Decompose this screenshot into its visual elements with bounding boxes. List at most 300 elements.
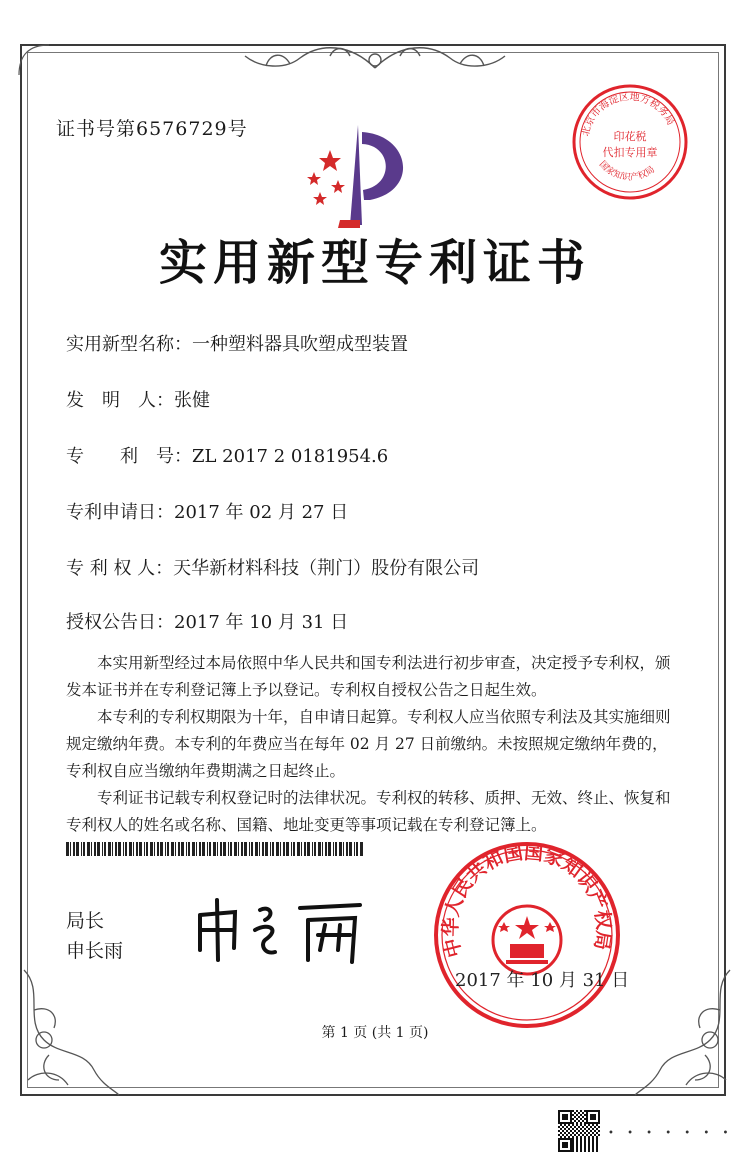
patent-office-logo xyxy=(300,120,430,230)
barcode-bar xyxy=(272,842,274,856)
qr-module xyxy=(586,1116,588,1118)
barcode-bar xyxy=(160,842,163,856)
qr-module xyxy=(560,1122,562,1124)
qr-module xyxy=(584,1142,586,1144)
barcode-bar xyxy=(230,842,232,856)
qr-module xyxy=(592,1114,594,1116)
qr-module xyxy=(564,1138,566,1140)
barcode-bar xyxy=(349,842,352,856)
qr-module xyxy=(570,1122,572,1124)
body-paragraph: 专利证书记载专利权登记时的法律状况。专利权的转移、质押、无效、终止、恢复和专利权人的姓名或名称、国籍、地址变更等事项记载在专利登记簿上。 xyxy=(66,789,671,834)
qr-module xyxy=(558,1116,560,1118)
qr-module xyxy=(572,1114,574,1116)
qr-module xyxy=(568,1132,570,1134)
field-patent-number xyxy=(66,442,388,468)
barcode-bar xyxy=(255,842,258,856)
top-left-corner-ornament xyxy=(14,40,54,80)
qr-module xyxy=(564,1144,566,1146)
qr-module xyxy=(564,1150,566,1152)
qr-module xyxy=(564,1122,566,1124)
qr-module xyxy=(562,1134,564,1136)
qr-module xyxy=(592,1132,594,1134)
qr-module xyxy=(566,1122,568,1124)
qr-module xyxy=(576,1124,578,1126)
qr-module xyxy=(574,1130,576,1132)
barcode-bar xyxy=(286,842,289,856)
qr-module xyxy=(576,1114,578,1116)
qr-module xyxy=(586,1118,588,1120)
qr-module xyxy=(574,1120,576,1122)
qr-module xyxy=(580,1138,582,1140)
qr-module xyxy=(558,1146,560,1148)
qr-module xyxy=(566,1126,568,1128)
qr-module xyxy=(560,1136,562,1138)
qr-module xyxy=(584,1136,586,1138)
qr-module xyxy=(592,1140,594,1142)
barcode-bar xyxy=(304,842,306,856)
qr-module xyxy=(566,1110,568,1112)
qr-module xyxy=(558,1138,560,1140)
field-grant-date xyxy=(66,608,348,634)
qr-module xyxy=(566,1144,568,1146)
qr-module xyxy=(566,1138,568,1140)
barcode-bar xyxy=(241,842,243,856)
stamp-duty-seal xyxy=(570,82,690,202)
qr-module xyxy=(590,1134,592,1136)
qr-module xyxy=(570,1114,572,1116)
qr-module xyxy=(572,1132,574,1134)
qr-module xyxy=(596,1122,598,1124)
barcode-bar xyxy=(335,842,337,856)
qr-module xyxy=(582,1126,584,1128)
qr-module xyxy=(572,1150,574,1152)
qr-module xyxy=(596,1110,598,1112)
qr-module xyxy=(598,1122,600,1124)
qr-module xyxy=(566,1130,568,1132)
qr-module xyxy=(590,1114,592,1116)
qr-module xyxy=(574,1116,576,1118)
qr-module xyxy=(560,1138,562,1140)
qr-module xyxy=(588,1110,590,1112)
dotted-line: • • • • • • • xyxy=(608,1128,734,1139)
qr-module xyxy=(576,1146,578,1148)
qr-module xyxy=(580,1124,582,1126)
qr-module xyxy=(592,1142,594,1144)
qr-module xyxy=(594,1110,596,1112)
qr-module xyxy=(580,1142,582,1144)
qr-module xyxy=(574,1112,576,1114)
qr-module xyxy=(568,1122,570,1124)
qr-module xyxy=(580,1136,582,1138)
qr-module xyxy=(586,1114,588,1116)
qr-module xyxy=(598,1118,600,1120)
qr-module xyxy=(568,1150,570,1152)
qr-module xyxy=(562,1126,564,1128)
field-value: 张健 xyxy=(174,390,210,411)
barcode-bar xyxy=(234,842,237,856)
qr-module xyxy=(580,1118,582,1120)
barcode-bar xyxy=(318,842,321,856)
barcode-bar xyxy=(293,842,295,856)
barcode-bar xyxy=(76,842,79,856)
barcode-bar xyxy=(301,842,302,856)
qr-module xyxy=(576,1142,578,1144)
qr-module xyxy=(576,1132,578,1134)
qr-module xyxy=(564,1132,566,1134)
qr-module xyxy=(564,1142,566,1144)
qr-module xyxy=(562,1130,564,1132)
barcode-bar xyxy=(207,842,208,856)
qr-module xyxy=(570,1146,572,1148)
page-number: 第 1 页 (共 1 页) xyxy=(321,1025,429,1041)
qr-module xyxy=(586,1112,588,1114)
barcode-bar xyxy=(220,842,222,856)
qr-module xyxy=(570,1130,572,1132)
qr-module xyxy=(594,1126,596,1128)
qr-module xyxy=(572,1124,574,1126)
certificate-title: 实用新型专利证书 xyxy=(158,235,591,291)
barcode-bar xyxy=(297,842,300,856)
qr-module xyxy=(580,1122,582,1124)
qr-module xyxy=(576,1138,578,1140)
barcode-bar xyxy=(196,842,197,856)
qr-module xyxy=(572,1146,574,1148)
qr-module xyxy=(580,1148,582,1150)
field-label: 实用新型名称： xyxy=(66,334,192,355)
barcode-bar xyxy=(244,842,247,856)
barcode-bar xyxy=(175,842,176,856)
barcode-bar xyxy=(102,842,103,856)
qr-module xyxy=(592,1124,594,1126)
qr-module xyxy=(574,1126,576,1128)
qr-module xyxy=(562,1146,564,1148)
barcode-bar xyxy=(251,842,253,856)
field-value: 一种塑料器具吹塑成型装置 xyxy=(192,334,408,355)
barcode-bar xyxy=(94,842,96,856)
signatory-title: 局长 xyxy=(66,910,105,932)
qr-module xyxy=(576,1122,578,1124)
barcode-bar xyxy=(83,842,85,856)
qr-module xyxy=(566,1116,568,1118)
barcode-bar xyxy=(129,842,132,856)
qr-module xyxy=(594,1122,596,1124)
qr-module xyxy=(564,1114,566,1116)
barcode-bar xyxy=(87,842,90,856)
signatory-name: 申长雨 xyxy=(66,940,124,962)
qr-module xyxy=(584,1128,586,1130)
qr-module xyxy=(586,1130,588,1132)
qr-module xyxy=(566,1114,568,1116)
qr-module xyxy=(592,1148,594,1150)
barcode-bar xyxy=(333,842,334,856)
qr-module xyxy=(596,1144,598,1146)
qr-module xyxy=(588,1138,590,1140)
qr-module xyxy=(568,1136,570,1138)
qr-module xyxy=(568,1138,570,1140)
qr-module xyxy=(572,1144,574,1146)
barcode-bar xyxy=(123,842,124,856)
qr-module xyxy=(580,1132,582,1134)
barcode-bar xyxy=(118,842,121,856)
barcode-bar xyxy=(314,842,316,856)
qr-module xyxy=(570,1140,572,1142)
barcode-bar xyxy=(343,842,344,856)
qr-module xyxy=(598,1126,600,1128)
barcode-bar xyxy=(259,842,260,856)
field-value: ZL 2017 2 0181954.6 xyxy=(192,446,389,467)
qr-module xyxy=(558,1140,560,1142)
qr-module xyxy=(562,1144,564,1146)
qr-module xyxy=(590,1122,592,1124)
qr-module xyxy=(580,1110,582,1112)
qr-module xyxy=(594,1134,596,1136)
qr-module xyxy=(592,1138,594,1140)
barcode-bar xyxy=(144,842,145,856)
qr-module xyxy=(584,1124,586,1126)
svg-text:中华人民共和国国家知识产权局 xyxy=(439,842,616,960)
qr-module xyxy=(588,1128,590,1130)
barcode-bar xyxy=(165,842,166,856)
field-value: 2017 年 02 月 27 日 xyxy=(174,502,349,523)
qr-module xyxy=(570,1148,572,1150)
qr-module xyxy=(592,1128,594,1130)
field-label: 专 利 号： xyxy=(66,446,192,467)
qr-module xyxy=(596,1146,598,1148)
barcode-bar xyxy=(223,842,226,856)
qr-module xyxy=(576,1128,578,1130)
qr-module xyxy=(596,1150,598,1152)
qr-module xyxy=(558,1112,560,1114)
certificate-body xyxy=(66,650,676,839)
qr-module xyxy=(588,1124,590,1126)
qr-module xyxy=(572,1142,574,1144)
qr-module xyxy=(570,1116,572,1118)
qr-module xyxy=(570,1112,572,1114)
barcode-bar xyxy=(133,842,134,856)
barcode-bar xyxy=(346,842,348,856)
qr-module xyxy=(582,1130,584,1132)
qr-module xyxy=(584,1150,586,1152)
qr-module xyxy=(596,1132,598,1134)
qr-module xyxy=(592,1150,594,1152)
qr-module xyxy=(590,1126,592,1128)
qr-module xyxy=(588,1150,590,1152)
barcode-bar xyxy=(139,842,142,856)
barcode-bar xyxy=(157,842,159,856)
qr-module xyxy=(564,1118,566,1120)
qr-module xyxy=(586,1110,588,1112)
qr-module xyxy=(596,1142,598,1144)
qr-module xyxy=(584,1118,586,1120)
handwritten-signature xyxy=(190,880,370,970)
barcode-bar xyxy=(104,842,106,856)
field-value: 天华新材料科技（荆门）股份有限公司 xyxy=(173,558,480,579)
small-seal-line1: 印花税 xyxy=(613,130,647,143)
qr-module xyxy=(586,1120,588,1122)
barcode-bar xyxy=(354,842,355,856)
barcode-bar xyxy=(238,842,239,856)
national-emblem-icon xyxy=(493,906,561,974)
qr-module xyxy=(576,1118,578,1120)
barcode-bar xyxy=(360,842,363,856)
qr-module xyxy=(598,1120,600,1122)
qr-module xyxy=(588,1132,590,1134)
qr-module xyxy=(584,1122,586,1124)
barcode-bar xyxy=(66,842,69,856)
qr-module xyxy=(596,1136,598,1138)
qr-module xyxy=(572,1122,574,1124)
barcode-bar xyxy=(217,842,218,856)
barcode-bar xyxy=(328,842,331,856)
field-patentee xyxy=(66,554,479,580)
small-seal-ring-text: 北京市海淀区地方税务局 xyxy=(580,91,677,138)
barcode-bar xyxy=(228,842,229,856)
barcode-bar xyxy=(209,842,211,856)
qr-module xyxy=(558,1126,560,1128)
barcode-bar xyxy=(186,842,187,856)
qr-module xyxy=(564,1146,566,1148)
qr-module xyxy=(588,1122,590,1124)
field-label: 发 明 人： xyxy=(66,390,174,411)
qr-module xyxy=(596,1124,598,1126)
qr-module xyxy=(586,1134,588,1136)
barcode-bar xyxy=(81,842,82,856)
body-paragraph: 本实用新型经过本局依照中华人民共和国专利法进行初步审查，决定授予专利权，颁发本证书并在专利登记簿上予以登记。专利权自授权公告之日起生效。 xyxy=(66,654,671,699)
qr-module xyxy=(576,1136,578,1138)
barcode-bar xyxy=(276,842,279,856)
qr-module xyxy=(558,1148,560,1150)
barcode-bar xyxy=(202,842,205,856)
barcode-bar xyxy=(73,842,75,856)
qr-module xyxy=(560,1110,562,1112)
qr-module xyxy=(560,1128,562,1130)
qr-module xyxy=(590,1116,592,1118)
qr-module xyxy=(562,1118,564,1120)
barcode-bar xyxy=(199,842,201,856)
qr-module xyxy=(594,1130,596,1132)
qr-module xyxy=(560,1150,562,1152)
qr-module xyxy=(558,1144,560,1146)
qr-module xyxy=(588,1136,590,1138)
qr-module xyxy=(592,1146,594,1148)
barcode-bar xyxy=(339,842,342,856)
qr-module xyxy=(580,1150,582,1152)
barcode-bar xyxy=(325,842,327,856)
qr-module xyxy=(594,1116,596,1118)
qr-module xyxy=(598,1130,600,1132)
barcode-bar xyxy=(265,842,268,856)
qr-module xyxy=(558,1134,560,1136)
qr-module xyxy=(570,1126,572,1128)
qr-module xyxy=(592,1144,594,1146)
qr-module xyxy=(598,1116,600,1118)
qr-module xyxy=(572,1128,574,1130)
qr-module xyxy=(570,1120,572,1122)
qr-module xyxy=(580,1128,582,1130)
qr-module xyxy=(592,1118,594,1120)
barcode-bar xyxy=(181,842,184,856)
barcode-bar xyxy=(108,842,111,856)
qr-module xyxy=(582,1112,584,1114)
qr-module xyxy=(558,1150,560,1152)
qr-module xyxy=(578,1112,580,1114)
qr-module xyxy=(584,1138,586,1140)
qr-module xyxy=(558,1114,560,1116)
qr-module xyxy=(570,1118,572,1120)
qr-module xyxy=(594,1118,596,1120)
barcode-bar xyxy=(192,842,195,856)
qr-module xyxy=(582,1134,584,1136)
qr-module xyxy=(588,1146,590,1148)
barcode-bar xyxy=(262,842,264,856)
qr-module xyxy=(594,1114,596,1116)
qr-module xyxy=(582,1116,584,1118)
barcode-bar xyxy=(146,842,148,856)
qr-module xyxy=(576,1150,578,1152)
qr-module xyxy=(558,1120,560,1122)
field-inventor xyxy=(66,386,210,412)
qr-module xyxy=(578,1134,580,1136)
qr-module xyxy=(570,1150,572,1152)
qr-module xyxy=(568,1128,570,1130)
qr-module xyxy=(562,1142,564,1144)
qr-module xyxy=(570,1144,572,1146)
qr-module xyxy=(558,1118,560,1120)
qr-module xyxy=(562,1138,564,1140)
qr-module xyxy=(574,1134,576,1136)
barcode-bar xyxy=(188,842,190,856)
barcode-bar xyxy=(213,842,216,856)
qr-module xyxy=(598,1134,600,1136)
barcode-bar xyxy=(291,842,292,856)
qr-module xyxy=(568,1110,570,1112)
qr-module xyxy=(566,1118,568,1120)
qr-module xyxy=(572,1110,574,1112)
certificate-number: 证书号第6576729号 xyxy=(56,118,248,140)
qr-module xyxy=(584,1114,586,1116)
qr-module xyxy=(598,1112,600,1114)
qr-module xyxy=(562,1150,564,1152)
qr-module xyxy=(566,1150,568,1152)
qr-module xyxy=(592,1116,594,1118)
qr-module xyxy=(558,1122,560,1124)
qr-module xyxy=(576,1140,578,1142)
qr-module xyxy=(584,1146,586,1148)
qr-module xyxy=(578,1126,580,1128)
barcode-bar xyxy=(178,842,180,856)
field-label: 授权公告日： xyxy=(66,612,174,633)
qr-module xyxy=(580,1114,582,1116)
qr-module xyxy=(590,1110,592,1112)
qr-module xyxy=(570,1134,572,1136)
barcode-bar xyxy=(280,842,281,856)
qr-module xyxy=(580,1144,582,1146)
barcode-bar xyxy=(112,842,113,856)
field-label: 专 利 权 人： xyxy=(66,558,174,579)
qr-module xyxy=(588,1148,590,1150)
qr-module xyxy=(572,1140,574,1142)
qr-module xyxy=(592,1110,594,1112)
qr-module xyxy=(584,1144,586,1146)
qr-module xyxy=(578,1120,580,1122)
barcode-bar xyxy=(356,842,358,856)
qr-module xyxy=(562,1122,564,1124)
qr-module xyxy=(560,1132,562,1134)
barcode-bar xyxy=(115,842,117,856)
qr-module xyxy=(576,1144,578,1146)
qr-module xyxy=(558,1110,560,1112)
small-seal-bottom-text: 国家知识产权局 xyxy=(596,159,657,184)
